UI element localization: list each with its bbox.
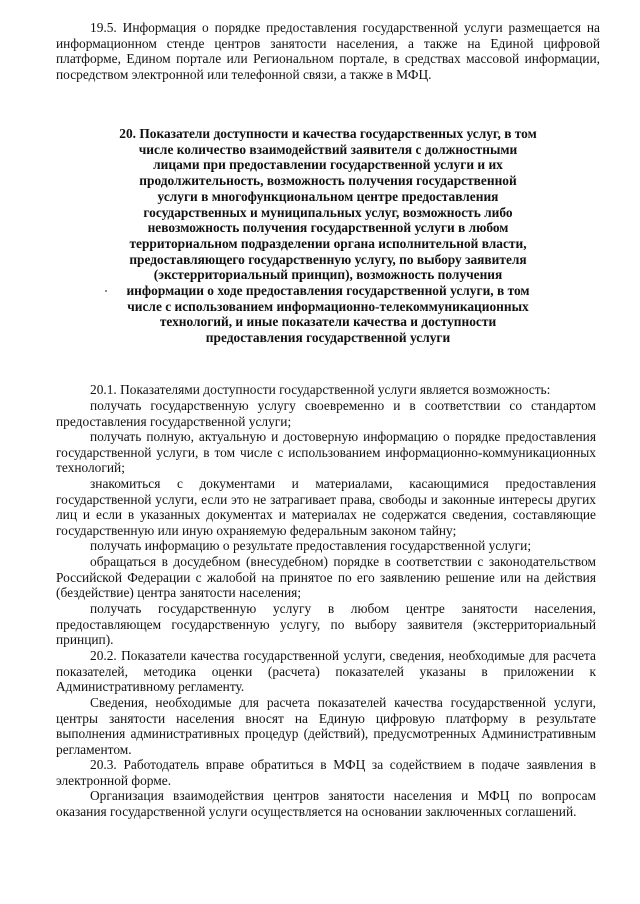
paragraph-20-1-item-information: получать полную, актуальную и достоверную информацию о порядке предоставления государственной услуги, в том числе с использованием информационно-коммуникационных технологий; bbox=[56, 429, 596, 476]
scan-speck bbox=[105, 290, 107, 292]
paragraph-20-2-data: Сведения, необходимые для расчета показателей качества государственной услуги, центры занятости населения вносят на Единую цифровую платформу в результате выполнения административных процедур (действий), предусмотренных Административным регламентом. bbox=[56, 695, 596, 757]
paragraph-20-1-item-timely: получать государственную услугу своевременно и в соответствии со стандартом предоставления государственной услуги; bbox=[56, 398, 596, 429]
paragraph-20-1-item-result: получать информацию о результате предоставления государственной услуги; bbox=[90, 538, 532, 553]
paragraph-20-2: 20.2. Показатели качества государственной услуги, сведения, необходимые для расчета показателей, методика оценки (расчета) показателей указаны в приложении к Административному регламенту. bbox=[56, 648, 596, 695]
paragraph-20-1: 20.1. Показателями доступности государственной услуги является возможность: bbox=[90, 382, 551, 397]
paragraph-20-1-item-documents: знакомиться с документами и материалами, касающимися предоставления государственной услуги, если это не затрагивает права, свободы и законные интересы других лиц и если в указанных документах и материалах не содержатся сведения, составляющие государственную или иную охраняемую федеральным законом тайну; bbox=[56, 476, 596, 538]
section-heading-20: 20. Показатели доступности и качества государственных услуг, в том числе количество взаимодействий заявителя с должностными лицами при предоставлении государственной услуги и их продолжительность, возможность получения государственной услуги в многофункциональном центре предоставления государственных и муниципальных услуг, возможность либо невозможность получения государственной услуги в любом территориальном подразделении органа исполнительной власти, предоставляющего государственную услугу, по выбору заявителя (экстерриториальный принцип), возможность получения информации о ходе предоставления государственной услуги, в том числе с использованием информационно-телекоммуникационных технологий, и иные показатели качества и доступности предоставления государственной услуги bbox=[119, 126, 537, 346]
paragraph-20-3-agreements: Организация взаимодействия центров занятости населения и МФЦ по вопросам оказания государственной услуги осуществляется на основании заключенных соглашений. bbox=[56, 788, 596, 819]
paragraph-20-1-item-appeal: обращаться в досудебном (внесудебном) порядке в соответствии с законодательством Российской Федерации с жалобой на принятое по его заявлению решение или на действия (бездействие) центра занятости населения; bbox=[56, 554, 596, 601]
paragraph-19-5: 19.5. Информация о порядке предоставления государственной услуги размещается на информационном стенде центров занятости населения, а также на Единой цифровой платформе, Едином портале или Региональном портале, в средствах массовой информации, посредством электронной или телефонной связи, а также в МФЦ. bbox=[56, 20, 600, 82]
paragraph-20-3: 20.3. Работодатель вправе обратиться в МФЦ за содействием в подаче заявления в электронной форме. bbox=[56, 757, 596, 788]
paragraph-20-1-item-extraterritorial: получать государственную услугу в любом центре занятости населения, предоставляющем государственную услугу, по выбору заявителя (экстерриториальный принцип). bbox=[56, 601, 596, 648]
